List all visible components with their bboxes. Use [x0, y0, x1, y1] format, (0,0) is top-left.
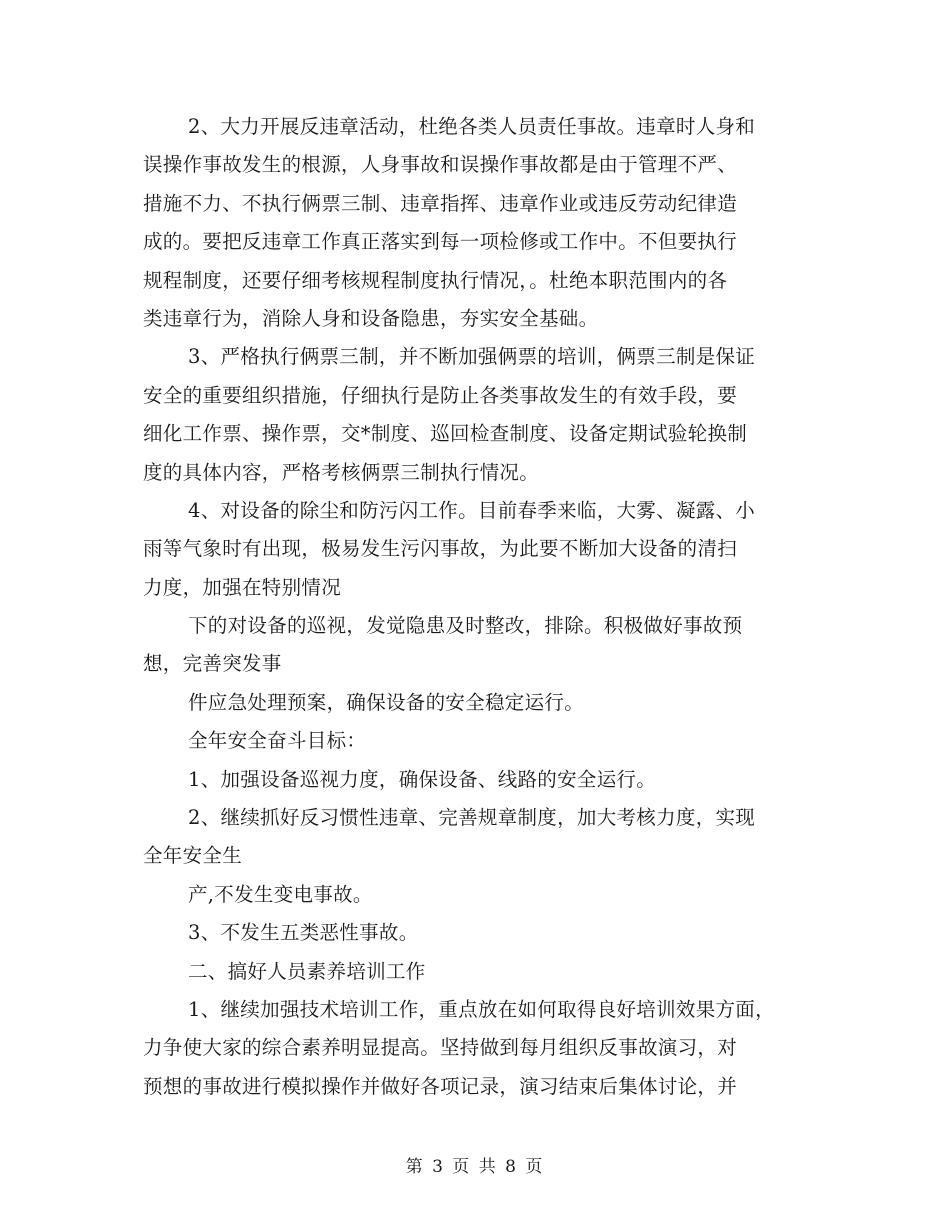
text-line: 类违章行为，消除人身和设备隐患，夯实安全基础。: [143, 306, 599, 330]
text-line: 1、加强设备巡视力度，确保设备、线路的安全运行。: [188, 767, 657, 791]
text-line: 3、不发生五类恶性事故。: [188, 921, 419, 945]
text-line: 度的具体内容，严格考核俩票三制执行情况。: [143, 460, 540, 484]
text-line: 二、搞好人员素养培训工作: [188, 959, 426, 983]
text-line: 细化工作票、操作票，交*制度、巡回检查制度、设备定期试验轮换制: [143, 422, 748, 446]
text-line: 件应急处理预案，确保设备的安全稳定运行。: [188, 690, 585, 714]
text-line: 3、严格执行俩票三制，并不断加强俩票的培训，俩票三制是保证: [188, 345, 756, 369]
text-line: 规程制度，还要仔细考核规程制度执行情况，。杜绝本职范围内的各: [143, 268, 728, 292]
text-line: 力度，加强在特别情况: [143, 575, 342, 599]
text-line: 误操作事故发生的根源，人身事故和误操作事故都是由于管理不严、: [143, 153, 738, 177]
text-line: 下的对设备的巡视，发觉隐患及时整改，排除。积极做好事故预: [188, 614, 743, 638]
text-line: 产,不发生变电事故。: [188, 882, 373, 906]
text-line: 全年安全生: [143, 844, 243, 868]
text-line: 2、继续抓好反习惯性违章、完善规章制度，加大考核力度，实现: [188, 806, 756, 830]
page-number: 第 3 页 共 8 页: [405, 1157, 545, 1177]
body-text: [143, 108, 823, 1106]
text-line: 雨等气象时有出现，极易发生污闪事故，为此要不断加大设备的清扫: [143, 537, 738, 561]
text-line: 力争使大家的综合素养明显提高。坚持做到每月组织反事故演习，对: [143, 1036, 738, 1060]
text-line: 措施不力、不执行俩票三制、违章指挥、违章作业或违反劳动纪律造: [143, 191, 738, 215]
text-line: 1、继续加强技术培训工作，重点放在如何取得良好培训效果方面，: [188, 997, 775, 1021]
text-line: 预想的事故进行模拟操作并做好各项记录，演习结束后集体讨论，并: [143, 1074, 738, 1098]
text-line: 4、对设备的除尘和防污闪工作。目前春季来临，大雾、凝露、小: [188, 498, 756, 522]
text-line: 想，完善突发事: [143, 652, 282, 676]
text-line: 成的。要把反违章工作真正落实到每一项检修或工作中。不但要执行: [143, 230, 738, 254]
text-line: 全年安全奋斗目标：: [188, 729, 367, 753]
text-line: 安全的重要组织措施，仔细执行是防止各类事故发生的有效手段，要: [143, 383, 738, 407]
text-line: 2、大力开展反违章活动，杜绝各类人员责任事故。违章时人身和: [188, 115, 756, 138]
